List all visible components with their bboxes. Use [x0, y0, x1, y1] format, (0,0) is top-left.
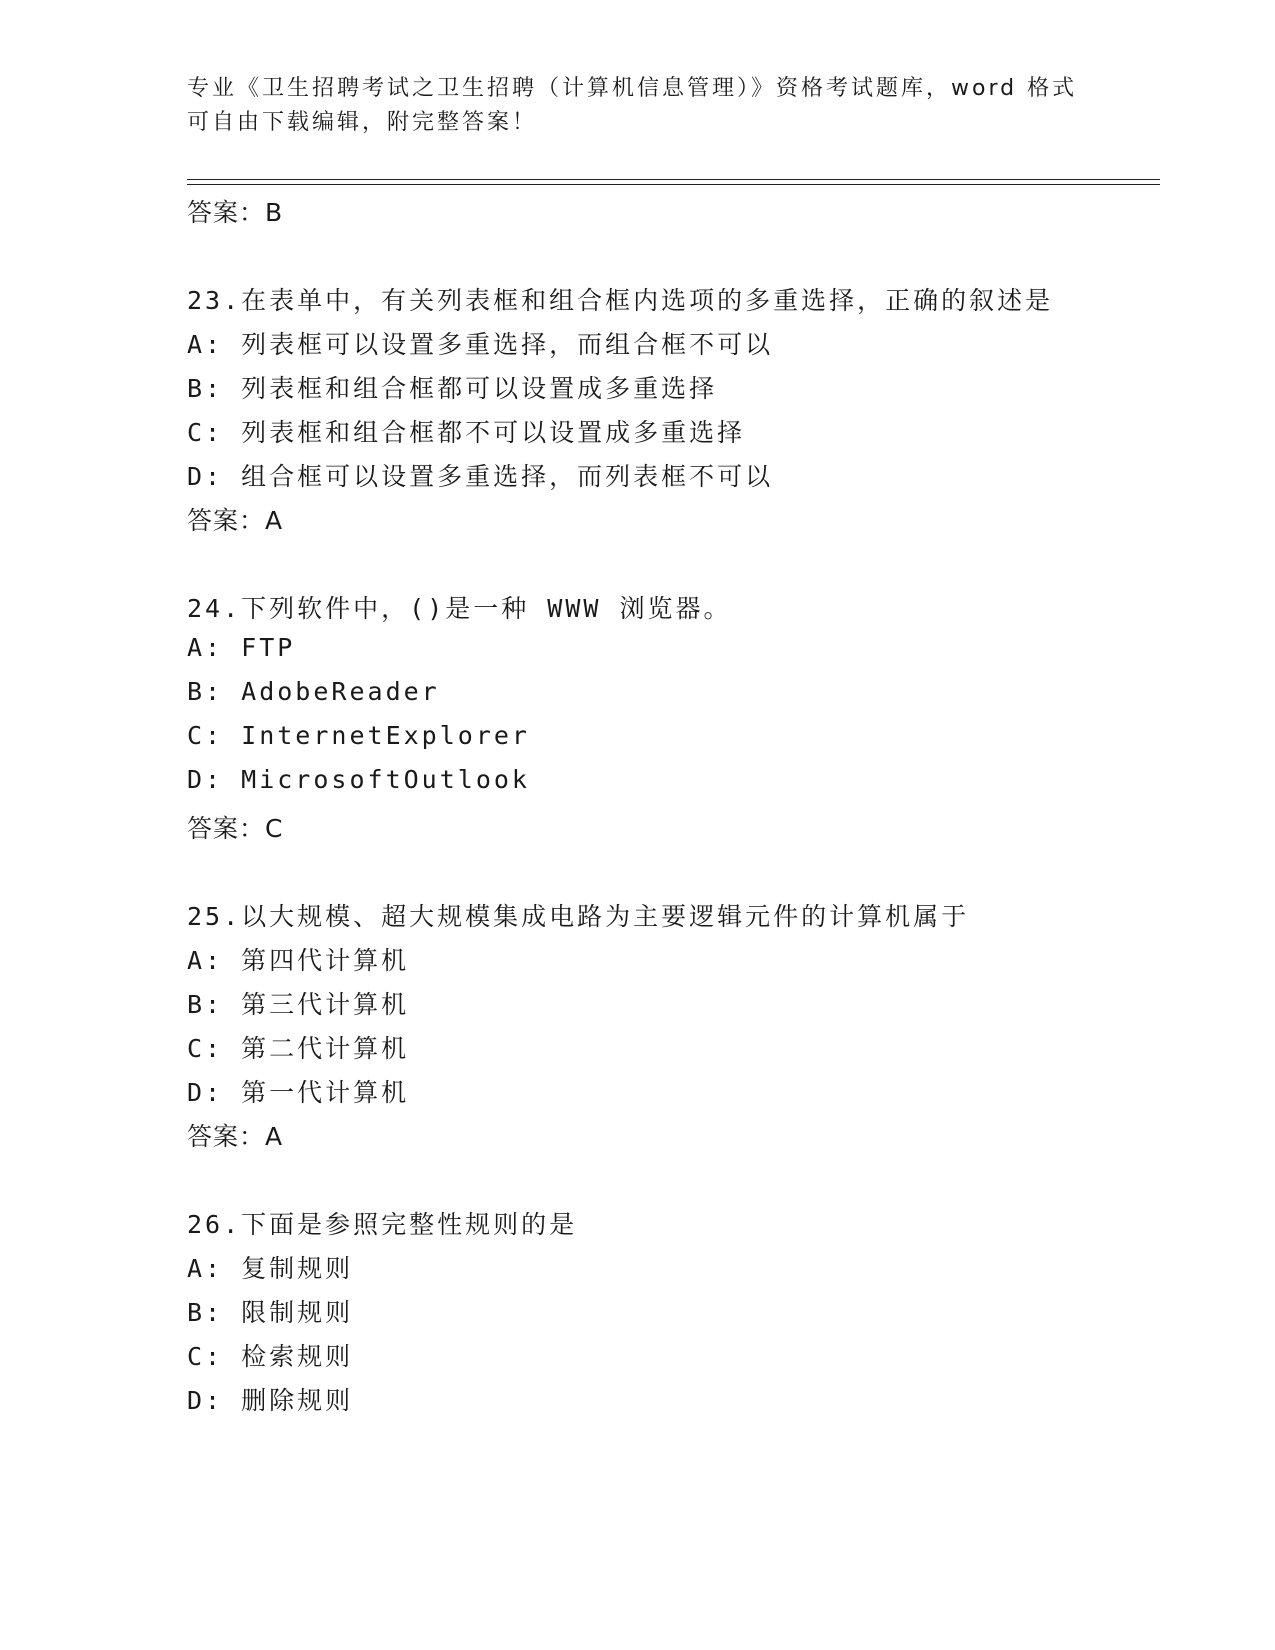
question-26-option-b: B: 限制规则: [187, 1298, 354, 1327]
question-26-option-d: D: 删除规则: [187, 1386, 354, 1415]
header-divider-top: [187, 179, 1160, 180]
answer-line: 答案：B: [187, 198, 284, 227]
question-24-option-d: D: MicrosoftOutlook: [187, 765, 530, 794]
question-24-option-c: C: InternetExplorer: [187, 721, 530, 750]
header-line-2: 可自由下载编辑，附完整答案！: [187, 110, 538, 135]
question-24: 24.下列软件中，()是一种 WWW 浏览器。: [187, 594, 732, 623]
question-24-answer: 答案：C: [187, 814, 284, 843]
question-23-answer: 答案：A: [187, 506, 284, 535]
question-25: 25.以大规模、超大规模集成电路为主要逻辑元件的计算机属于: [187, 902, 970, 931]
header-divider-bottom: [187, 184, 1160, 185]
question-26: 26.下面是参照完整性规则的是: [187, 1210, 578, 1239]
document-header: [187, 72, 1078, 140]
question-25-option-b: B: 第三代计算机: [187, 990, 410, 1019]
question-23-option-b: B: 列表框和组合框都可以设置成多重选择: [187, 374, 718, 403]
question-24-option-a: A: FTP: [187, 633, 296, 662]
question-25-option-a: A: 第四代计算机: [187, 946, 410, 975]
question-23: 23.在表单中，有关列表框和组合框内选项的多重选择，正确的叙述是: [187, 286, 1054, 315]
question-26-option-a: A: 复制规则: [187, 1254, 354, 1283]
question-25-answer: 答案：A: [187, 1122, 284, 1151]
question-24-option-b: B: AdobeReader: [187, 677, 440, 706]
question-25-option-c: C: 第二代计算机: [187, 1034, 410, 1063]
question-25-option-d: D: 第一代计算机: [187, 1078, 410, 1107]
question-23-option-c: C: 列表框和组合框都不可以设置成多重选择: [187, 418, 746, 447]
question-23-option-d: D: 组合框可以设置多重选择，而列表框不可以: [187, 462, 774, 491]
question-23-option-a: A: 列表框可以设置多重选择，而组合框不可以: [187, 330, 774, 359]
question-26-option-c: C: 检索规则: [187, 1342, 354, 1371]
header-line-1: 专业《卫生招聘考试之卫生招聘（计算机信息管理）》资格考试题库，word 格式: [187, 76, 1078, 101]
